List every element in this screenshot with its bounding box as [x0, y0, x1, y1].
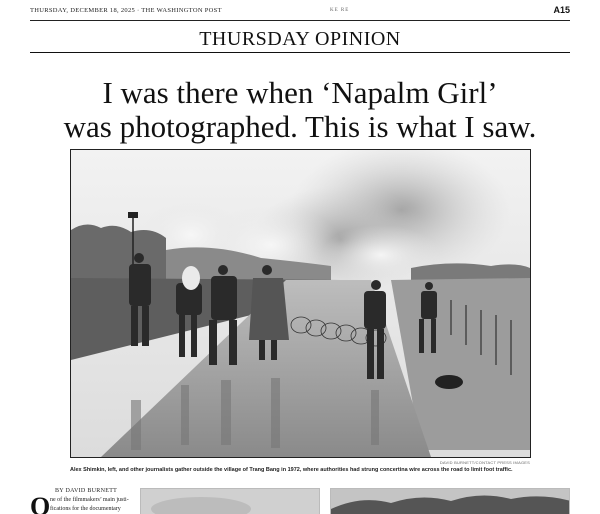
photo-illustration: [71, 150, 530, 457]
section-title: THURSDAY OPINION: [199, 28, 401, 50]
folio-rule: [30, 20, 570, 21]
folio-dateline: THURSDAY, DECEMBER 18, 2025 · THE WASHINGTON POST: [30, 7, 222, 14]
body-line: fications for the documentary: [50, 506, 121, 512]
photo-credit: DAVID BURNETT/CONTACT PRESS IMAGES: [439, 460, 530, 465]
secondary-photo-right: [330, 488, 570, 514]
headline: [40, 76, 560, 144]
headline-line-1: I was there when ‘Napalm Girl’: [102, 75, 498, 110]
main-photo: [70, 149, 531, 458]
headline-line-2: was photographed. This is what I saw.: [63, 109, 537, 144]
body-line: ne of the filmmakers’ main justi-: [50, 497, 129, 503]
page-number: A15: [553, 5, 570, 15]
secondary-photo-left: [140, 488, 320, 514]
secondary-photo-left-image: [141, 489, 320, 514]
photo-caption: Alex Shimkin, left, and other journalists gather outside the village of Trang Bang in 1972, where authorities had strung concertina wire across the road to limit foot traffic.: [70, 467, 513, 473]
folio-marks: KE RE: [330, 8, 350, 13]
section-rule: [30, 52, 570, 53]
drop-cap: O: [30, 492, 51, 514]
folio-bar: [30, 6, 570, 18]
byline: BY DAVID BURNETT: [55, 488, 118, 494]
secondary-photo-right-image: [331, 489, 570, 514]
